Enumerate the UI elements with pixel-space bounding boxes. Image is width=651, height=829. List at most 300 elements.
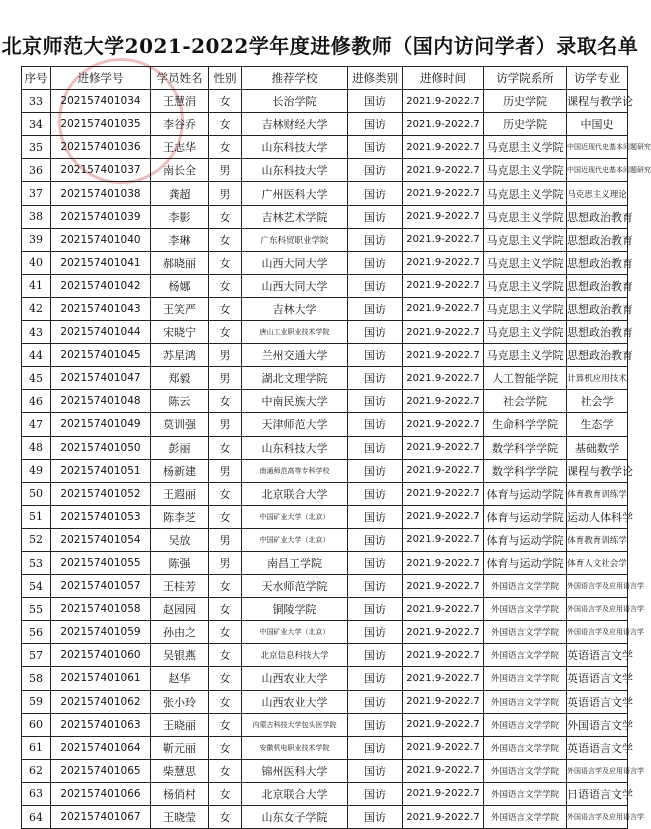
cell-department: 社会学院 <box>484 390 567 413</box>
cell-department: 历史学院 <box>484 90 567 113</box>
cell-major: 思想政治教育 <box>567 274 628 297</box>
cell-major: 马克思主义理论 <box>567 182 628 205</box>
cell-major: 体育教育训练学 <box>567 482 628 505</box>
cell-department: 外国语言文学学院 <box>484 782 567 805</box>
cell-school: 吉林大学 <box>242 297 348 320</box>
cell-period: 2021.9-2022.7 <box>403 90 484 113</box>
cell-name: 柴慧思 <box>151 759 209 782</box>
cell-category: 国访 <box>348 228 403 251</box>
cell-category: 国访 <box>348 182 403 205</box>
cell-department: 马克思主义学院 <box>484 274 567 297</box>
cell-category: 国访 <box>348 251 403 274</box>
cell-department: 马克思主义学院 <box>484 182 567 205</box>
cell-name: 张小玲 <box>151 690 209 713</box>
table-row <box>22 367 628 390</box>
cell-department: 外国语言文学学院 <box>484 736 567 759</box>
cell-name: 杨新建 <box>151 459 209 482</box>
cell-school: 内蒙古科技大学包头医学院 <box>242 713 348 736</box>
cell-period: 2021.9-2022.7 <box>403 621 484 644</box>
cell-category: 国访 <box>348 621 403 644</box>
cell-gender: 男 <box>209 367 242 390</box>
cell-seq: 64 <box>22 806 51 829</box>
cell-gender: 女 <box>209 390 242 413</box>
cell-period: 2021.9-2022.7 <box>403 598 484 621</box>
cell-school: 山东科技大学 <box>242 159 348 182</box>
cell-department: 生命科学学院 <box>484 413 567 436</box>
cell-department: 外国语言文学学院 <box>484 667 567 690</box>
cell-major: 英语语言文学 <box>567 690 628 713</box>
cell-department: 马克思主义学院 <box>484 136 567 159</box>
cell-school: 广州医科大学 <box>242 182 348 205</box>
cell-major: 基础数学 <box>567 436 628 459</box>
cell-student-id: 202157401039 <box>51 205 151 228</box>
cell-school: 南昌工学院 <box>242 551 348 574</box>
cell-category: 国访 <box>348 505 403 528</box>
cell-student-id: 202157401049 <box>51 413 151 436</box>
page-title: 北京师范大学2021-2022学年度进修教师（国内访问学者）录取名单 <box>1 34 639 58</box>
cell-seq: 52 <box>22 528 51 551</box>
cell-student-id: 202157401040 <box>51 228 151 251</box>
cell-seq: 53 <box>22 551 51 574</box>
header-major: 访学专业 <box>567 67 628 90</box>
cell-major: 运动人体科学 <box>567 505 628 528</box>
cell-name: 苏星鸿 <box>151 344 209 367</box>
cell-department: 外国语言文学学院 <box>484 644 567 667</box>
cell-major: 中国近现代史基本问题研究 <box>567 159 628 182</box>
cell-gender: 女 <box>209 621 242 644</box>
cell-department: 外国语言文学学院 <box>484 690 567 713</box>
cell-seq: 60 <box>22 713 51 736</box>
table-row <box>22 667 628 690</box>
table-row <box>22 159 628 182</box>
cell-period: 2021.9-2022.7 <box>403 759 484 782</box>
cell-name: 王桂芳 <box>151 575 209 598</box>
table-row <box>22 136 628 159</box>
table-row <box>22 575 628 598</box>
cell-name: 宋晓宁 <box>151 321 209 344</box>
cell-seq: 41 <box>22 274 51 297</box>
cell-period: 2021.9-2022.7 <box>403 367 484 390</box>
table-row <box>22 436 628 459</box>
cell-gender: 女 <box>209 436 242 459</box>
cell-gender: 女 <box>209 736 242 759</box>
cell-seq: 47 <box>22 413 51 436</box>
cell-period: 2021.9-2022.7 <box>403 228 484 251</box>
cell-period: 2021.9-2022.7 <box>403 482 484 505</box>
cell-major: 课程与教学论 <box>567 459 628 482</box>
cell-name: 李影 <box>151 205 209 228</box>
cell-school: 山东科技大学 <box>242 436 348 459</box>
cell-student-id: 202157401061 <box>51 667 151 690</box>
cell-gender: 男 <box>209 182 242 205</box>
cell-school: 唐山工业职业技术学院 <box>242 321 348 344</box>
cell-major: 外国语言学及应用语言学 <box>567 575 628 598</box>
cell-period: 2021.9-2022.7 <box>403 159 484 182</box>
table-row <box>22 759 628 782</box>
cell-major: 思想政治教育 <box>567 205 628 228</box>
cell-gender: 女 <box>209 321 242 344</box>
cell-student-id: 202157401044 <box>51 321 151 344</box>
cell-school: 南通师范高等专科学校 <box>242 459 348 482</box>
cell-category: 国访 <box>348 413 403 436</box>
cell-school: 吉林财经大学 <box>242 113 348 136</box>
cell-seq: 59 <box>22 690 51 713</box>
cell-major: 思想政治教育 <box>567 344 628 367</box>
cell-category: 国访 <box>348 367 403 390</box>
cell-name: 龚超 <box>151 182 209 205</box>
cell-gender: 女 <box>209 667 242 690</box>
cell-name: 杨俏村 <box>151 782 209 805</box>
cell-period: 2021.9-2022.7 <box>403 713 484 736</box>
cell-seq: 51 <box>22 505 51 528</box>
cell-gender: 男 <box>209 344 242 367</box>
cell-seq: 44 <box>22 344 51 367</box>
cell-name: 王晓丽 <box>151 713 209 736</box>
cell-school: 中国矿业大学（北京） <box>242 505 348 528</box>
table-row <box>22 113 628 136</box>
cell-gender: 女 <box>209 598 242 621</box>
cell-major: 体育教育训练学 <box>567 528 628 551</box>
cell-gender: 男 <box>209 459 242 482</box>
cell-gender: 女 <box>209 644 242 667</box>
cell-department: 马克思主义学院 <box>484 228 567 251</box>
cell-name: 王遐丽 <box>151 482 209 505</box>
cell-major: 课程与教学论 <box>567 90 628 113</box>
cell-school: 锦州医科大学 <box>242 759 348 782</box>
cell-student-id: 202157401060 <box>51 644 151 667</box>
cell-period: 2021.9-2022.7 <box>403 274 484 297</box>
cell-student-id: 202157401035 <box>51 113 151 136</box>
cell-name: 陈李芝 <box>151 505 209 528</box>
table-row <box>22 713 628 736</box>
cell-category: 国访 <box>348 806 403 829</box>
cell-period: 2021.9-2022.7 <box>403 736 484 759</box>
cell-category: 国访 <box>348 390 403 413</box>
table-row <box>22 598 628 621</box>
cell-name: 杨娜 <box>151 274 209 297</box>
cell-period: 2021.9-2022.7 <box>403 436 484 459</box>
cell-major: 生态学 <box>567 413 628 436</box>
table-body <box>22 90 651 829</box>
cell-major: 英语语言文学 <box>567 736 628 759</box>
cell-name: 陈云 <box>151 390 209 413</box>
cell-student-id: 202157401034 <box>51 90 151 113</box>
cell-gender: 女 <box>209 205 242 228</box>
cell-name: 郝晓丽 <box>151 251 209 274</box>
header-school: 推荐学校 <box>242 67 348 90</box>
cell-major: 思想政治教育 <box>567 321 628 344</box>
cell-student-id: 202157401050 <box>51 436 151 459</box>
table-row <box>22 690 628 713</box>
cell-major: 思想政治教育 <box>567 228 628 251</box>
cell-major: 思想政治教育 <box>567 297 628 320</box>
cell-student-id: 202157401036 <box>51 136 151 159</box>
cell-school: 山西农业大学 <box>242 667 348 690</box>
cell-major: 日语语言文学 <box>567 782 628 805</box>
cell-gender: 女 <box>209 136 242 159</box>
cell-student-id: 202157401051 <box>51 459 151 482</box>
cell-name: 赵华 <box>151 667 209 690</box>
cell-major: 外国语言学及应用语言学 <box>567 621 628 644</box>
cell-school: 中南民族大学 <box>242 390 348 413</box>
cell-department: 历史学院 <box>484 113 567 136</box>
cell-school: 北京联合大学 <box>242 782 348 805</box>
cell-seq: 56 <box>22 621 51 644</box>
cell-major: 思想政治教育 <box>567 251 628 274</box>
cell-department: 数学科学学院 <box>484 436 567 459</box>
table-row <box>22 806 628 829</box>
table-row <box>22 251 628 274</box>
cell-category: 国访 <box>348 321 403 344</box>
header-student-id: 进修学号 <box>51 67 151 90</box>
cell-school: 长治学院 <box>242 90 348 113</box>
cell-gender: 女 <box>209 482 242 505</box>
cell-department: 外国语言文学学院 <box>484 575 567 598</box>
cell-period: 2021.9-2022.7 <box>403 251 484 274</box>
cell-name: 赵园园 <box>151 598 209 621</box>
table-row <box>22 621 628 644</box>
cell-gender: 女 <box>209 505 242 528</box>
cell-seq: 58 <box>22 667 51 690</box>
cell-gender: 女 <box>209 575 242 598</box>
cell-gender: 男 <box>209 159 242 182</box>
cell-category: 国访 <box>348 297 403 320</box>
cell-category: 国访 <box>348 274 403 297</box>
cell-school: 铜陵学院 <box>242 598 348 621</box>
cell-major: 英语语言文学 <box>567 644 628 667</box>
cell-seq: 43 <box>22 321 51 344</box>
cell-gender: 女 <box>209 228 242 251</box>
cell-category: 国访 <box>348 736 403 759</box>
cell-seq: 50 <box>22 482 51 505</box>
cell-major: 外国语言学及应用语言学 <box>567 759 628 782</box>
cell-period: 2021.9-2022.7 <box>403 459 484 482</box>
cell-period: 2021.9-2022.7 <box>403 690 484 713</box>
cell-student-id: 202157401057 <box>51 575 151 598</box>
cell-department: 马克思主义学院 <box>484 251 567 274</box>
cell-department: 外国语言文学学院 <box>484 621 567 644</box>
cell-period: 2021.9-2022.7 <box>403 528 484 551</box>
cell-category: 国访 <box>348 136 403 159</box>
cell-seq: 33 <box>22 90 51 113</box>
cell-name: 李琳 <box>151 228 209 251</box>
cell-name: 陈强 <box>151 551 209 574</box>
table-row <box>22 644 628 667</box>
cell-student-id: 202157401066 <box>51 782 151 805</box>
table-row <box>22 344 628 367</box>
cell-name: 孙由之 <box>151 621 209 644</box>
cell-student-id: 202157401063 <box>51 713 151 736</box>
cell-period: 2021.9-2022.7 <box>403 782 484 805</box>
cell-student-id: 202157401037 <box>51 159 151 182</box>
cell-seq: 42 <box>22 297 51 320</box>
cell-period: 2021.9-2022.7 <box>403 505 484 528</box>
cell-period: 2021.9-2022.7 <box>403 136 484 159</box>
cell-gender: 男 <box>209 551 242 574</box>
cell-school: 中国矿业大学（北京） <box>242 621 348 644</box>
cell-major: 英语语言文学 <box>567 667 628 690</box>
table-row <box>22 390 628 413</box>
cell-seq: 45 <box>22 367 51 390</box>
roster-table <box>21 66 651 829</box>
cell-student-id: 202157401043 <box>51 297 151 320</box>
cell-student-id: 202157401042 <box>51 274 151 297</box>
cell-major: 中国史 <box>567 113 628 136</box>
cell-seq: 40 <box>22 251 51 274</box>
cell-school: 山东女子学院 <box>242 806 348 829</box>
table-row <box>22 90 628 113</box>
cell-category: 国访 <box>348 644 403 667</box>
cell-department: 体育与运动学院 <box>484 482 567 505</box>
cell-gender: 女 <box>209 251 242 274</box>
cell-department: 马克思主义学院 <box>484 297 567 320</box>
table-row <box>22 228 628 251</box>
cell-seq: 61 <box>22 736 51 759</box>
cell-category: 国访 <box>348 159 403 182</box>
cell-period: 2021.9-2022.7 <box>403 551 484 574</box>
cell-school: 广东科贸职业学院 <box>242 228 348 251</box>
header-gender: 性别 <box>209 67 242 90</box>
cell-major: 外国语言学及应用语言学 <box>567 806 628 829</box>
cell-name: 南长全 <box>151 159 209 182</box>
cell-school: 安徽机电职业技术学院 <box>242 736 348 759</box>
cell-student-id: 202157401058 <box>51 598 151 621</box>
cell-category: 国访 <box>348 344 403 367</box>
cell-category: 国访 <box>348 759 403 782</box>
cell-department: 数学科学学院 <box>484 459 567 482</box>
cell-name: 王晓莹 <box>151 806 209 829</box>
cell-department: 体育与运动学院 <box>484 505 567 528</box>
cell-category: 国访 <box>348 575 403 598</box>
table-row <box>22 182 628 205</box>
cell-department: 体育与运动学院 <box>484 528 567 551</box>
cell-seq: 36 <box>22 159 51 182</box>
header-name: 学员姓名 <box>151 67 209 90</box>
table-row <box>22 482 628 505</box>
cell-period: 2021.9-2022.7 <box>403 321 484 344</box>
cell-seq: 48 <box>22 436 51 459</box>
cell-category: 国访 <box>348 713 403 736</box>
cell-department: 外国语言文学学院 <box>484 598 567 621</box>
cell-name: 王笑严 <box>151 297 209 320</box>
cell-student-id: 202157401038 <box>51 182 151 205</box>
table-row <box>22 274 628 297</box>
cell-school: 山东科技大学 <box>242 136 348 159</box>
cell-gender: 女 <box>209 690 242 713</box>
table-row <box>22 551 628 574</box>
cell-school: 山西大同大学 <box>242 274 348 297</box>
cell-school: 兰州交通大学 <box>242 344 348 367</box>
cell-period: 2021.9-2022.7 <box>403 413 484 436</box>
cell-department: 马克思主义学院 <box>484 344 567 367</box>
cell-gender: 女 <box>209 806 242 829</box>
header-seq: 序号 <box>22 67 51 90</box>
cell-category: 国访 <box>348 690 403 713</box>
cell-seq: 57 <box>22 644 51 667</box>
header-period: 进修时间 <box>403 67 484 90</box>
table-header <box>22 67 628 90</box>
cell-school: 山西农业大学 <box>242 690 348 713</box>
table-row <box>22 505 628 528</box>
cell-period: 2021.9-2022.7 <box>403 113 484 136</box>
cell-school: 湖北文理学院 <box>242 367 348 390</box>
cell-seq: 49 <box>22 459 51 482</box>
cell-department: 外国语言文学学院 <box>484 759 567 782</box>
cell-period: 2021.9-2022.7 <box>403 182 484 205</box>
cell-major: 体育人文社会学 <box>567 551 628 574</box>
cell-student-id: 202157401047 <box>51 367 151 390</box>
cell-major: 中国近现代史基本问题研究 <box>567 136 628 159</box>
cell-period: 2021.9-2022.7 <box>403 297 484 320</box>
table-row <box>22 297 628 320</box>
cell-seq: 34 <box>22 113 51 136</box>
cell-seq: 37 <box>22 182 51 205</box>
table-row <box>22 459 628 482</box>
cell-student-id: 202157401059 <box>51 621 151 644</box>
cell-major: 外国语言学及应用语言学 <box>567 598 628 621</box>
cell-gender: 男 <box>209 413 242 436</box>
cell-gender: 女 <box>209 274 242 297</box>
cell-category: 国访 <box>348 782 403 805</box>
cell-name: 靳元丽 <box>151 736 209 759</box>
cell-school: 中国矿业大学（北京） <box>242 528 348 551</box>
cell-major: 外国语言文学 <box>567 713 628 736</box>
cell-gender: 女 <box>209 713 242 736</box>
cell-seq: 55 <box>22 598 51 621</box>
cell-period: 2021.9-2022.7 <box>403 644 484 667</box>
cell-name: 莫训强 <box>151 413 209 436</box>
cell-seq: 54 <box>22 575 51 598</box>
cell-name: 彭丽 <box>151 436 209 459</box>
cell-seq: 35 <box>22 136 51 159</box>
cell-department: 人工智能学院 <box>484 367 567 390</box>
cell-department: 马克思主义学院 <box>484 321 567 344</box>
cell-school: 北京联合大学 <box>242 482 348 505</box>
cell-gender: 女 <box>209 297 242 320</box>
cell-student-id: 202157401064 <box>51 736 151 759</box>
cell-school: 天津师范大学 <box>242 413 348 436</box>
table-row <box>22 528 628 551</box>
cell-seq: 38 <box>22 205 51 228</box>
cell-name: 王志华 <box>151 136 209 159</box>
table-row <box>22 736 628 759</box>
cell-student-id: 202157401055 <box>51 551 151 574</box>
header-department: 访学院系所 <box>484 67 567 90</box>
cell-department: 马克思主义学院 <box>484 205 567 228</box>
cell-student-id: 202157401041 <box>51 251 151 274</box>
cell-gender: 女 <box>209 113 242 136</box>
cell-department: 外国语言文学学院 <box>484 713 567 736</box>
cell-gender: 女 <box>209 782 242 805</box>
cell-major: 社会学 <box>567 390 628 413</box>
cell-department: 体育与运动学院 <box>484 551 567 574</box>
cell-category: 国访 <box>348 528 403 551</box>
cell-seq: 63 <box>22 782 51 805</box>
cell-student-id: 202157401053 <box>51 505 151 528</box>
cell-school: 吉林艺术学院 <box>242 205 348 228</box>
cell-name: 吴银燕 <box>151 644 209 667</box>
cell-major: 计算机应用技术 <box>567 367 628 390</box>
cell-category: 国访 <box>348 90 403 113</box>
cell-name: 郑毅 <box>151 367 209 390</box>
cell-period: 2021.9-2022.7 <box>403 390 484 413</box>
cell-period: 2021.9-2022.7 <box>403 205 484 228</box>
cell-category: 国访 <box>348 667 403 690</box>
cell-student-id: 202157401054 <box>51 528 151 551</box>
table-row <box>22 413 628 436</box>
cell-name: 李谷乔 <box>151 113 209 136</box>
cell-category: 国访 <box>348 482 403 505</box>
